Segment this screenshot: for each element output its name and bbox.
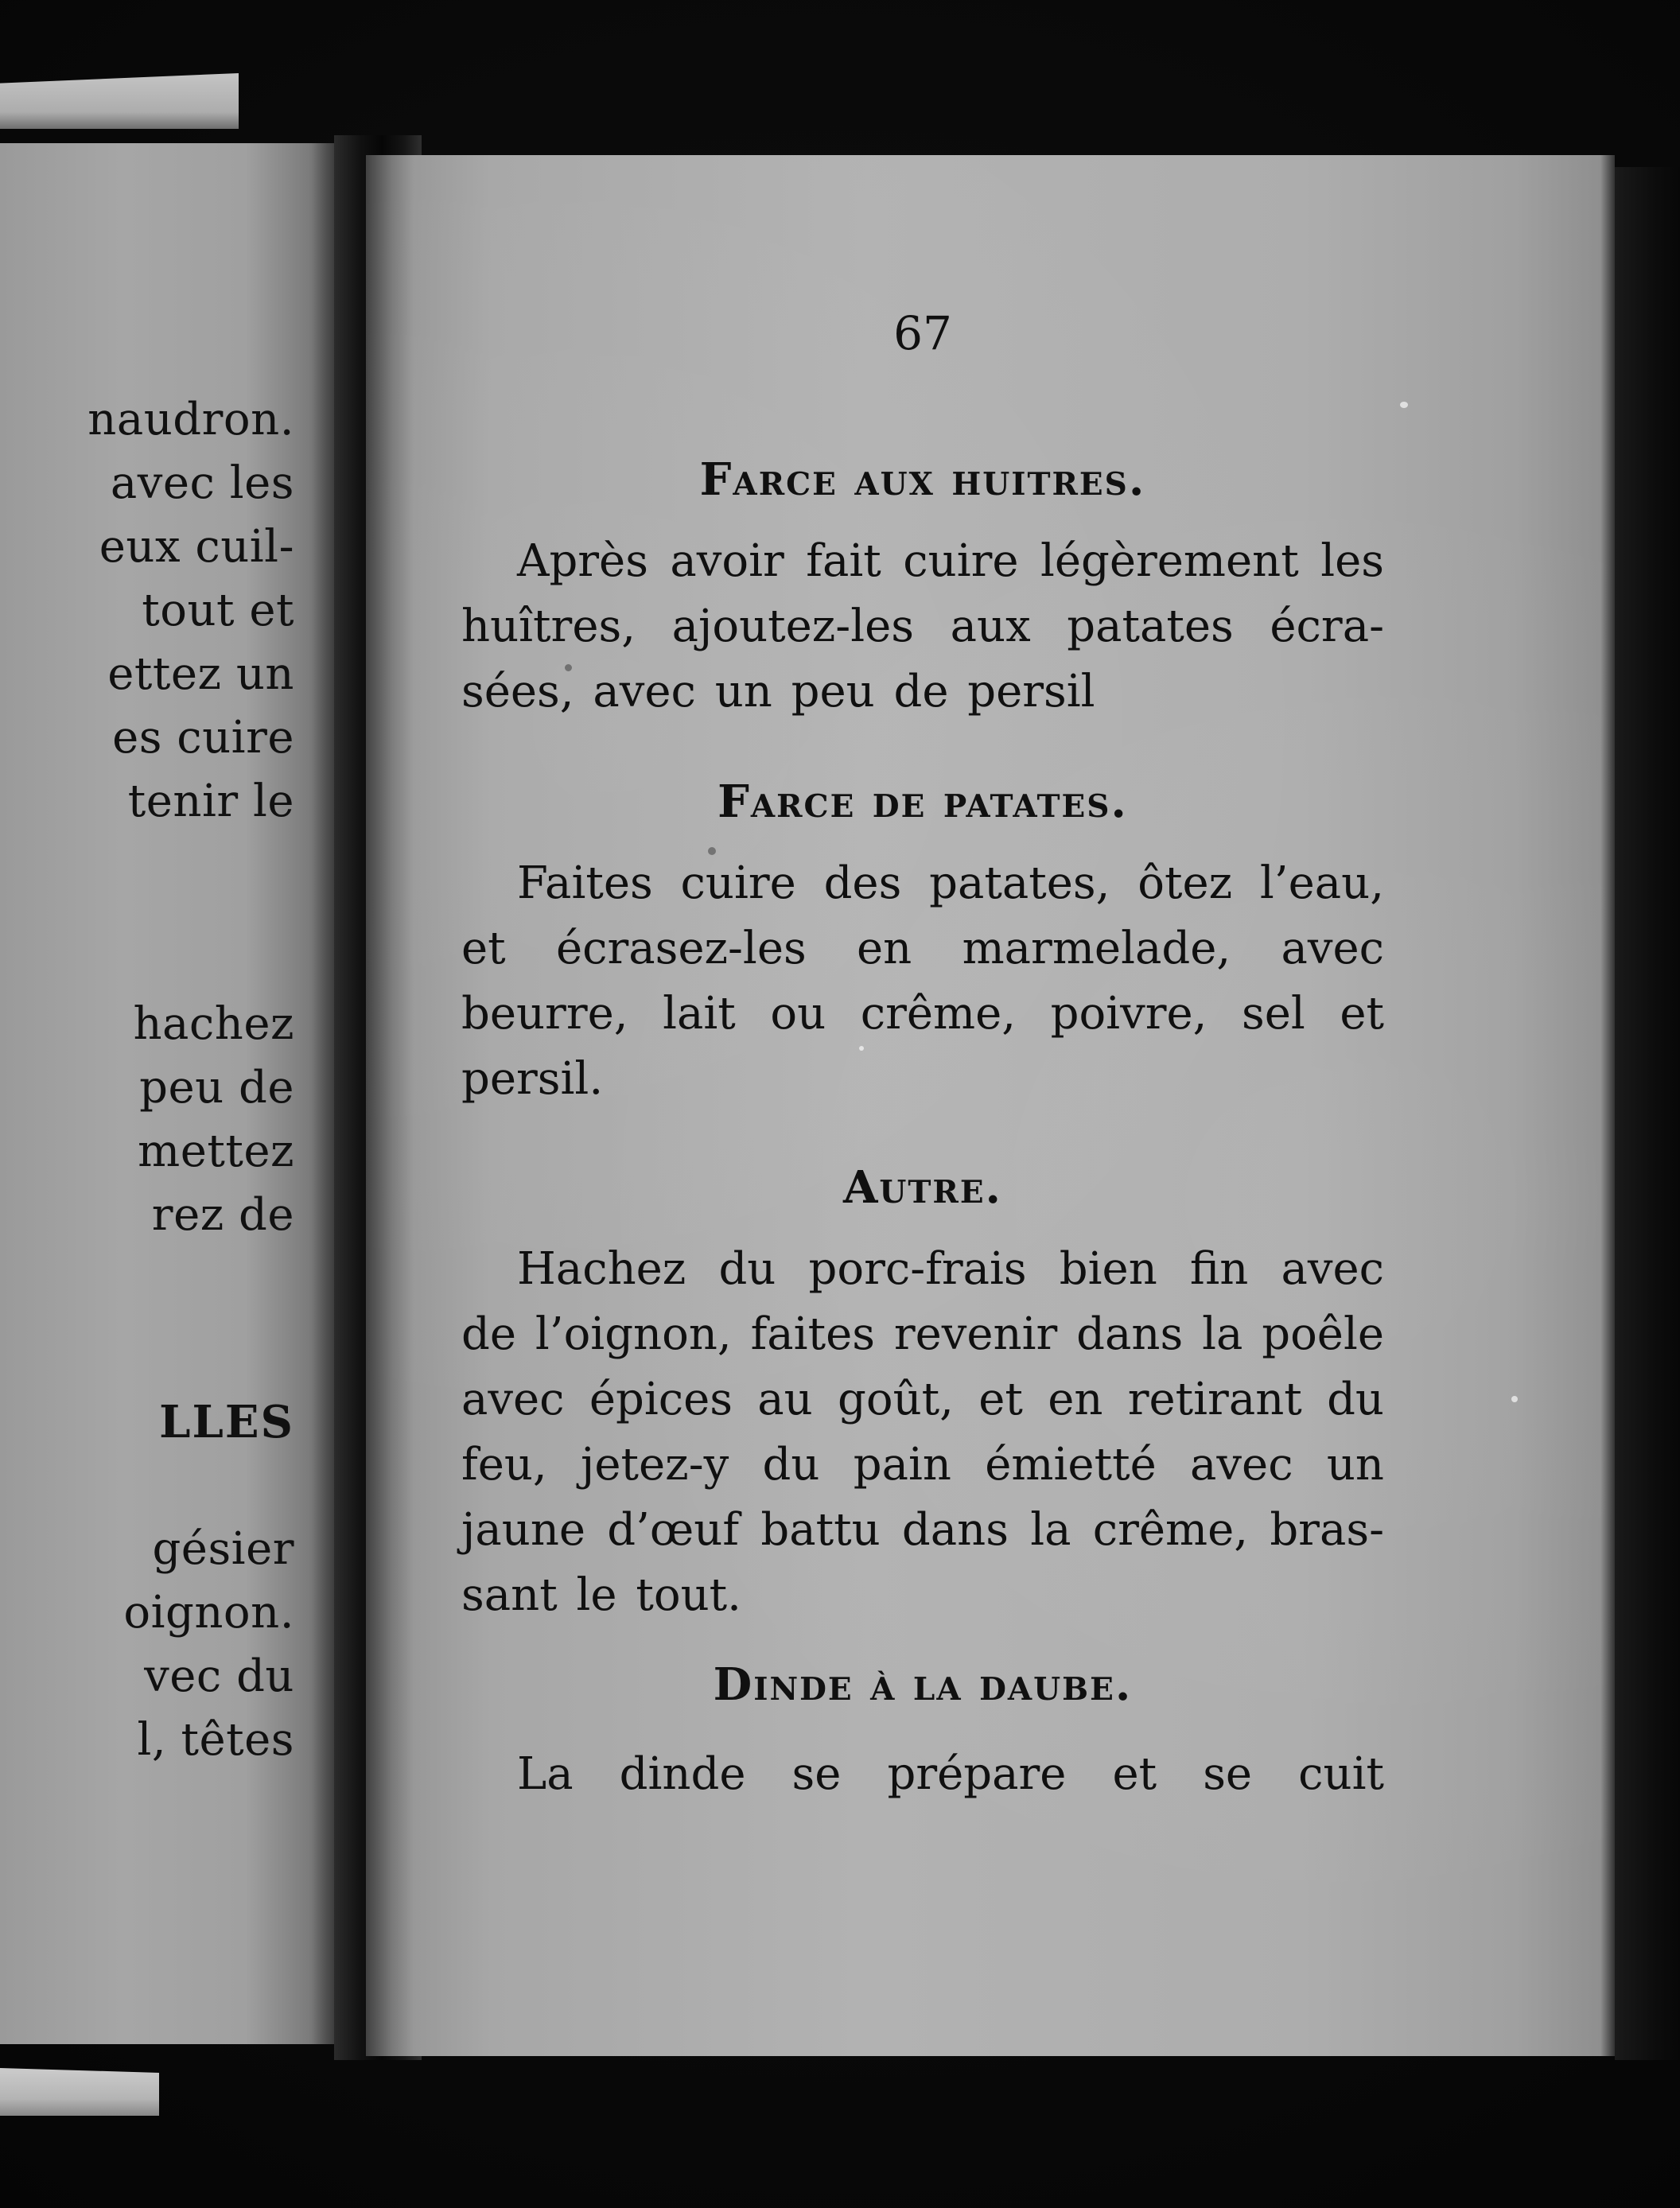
left-page-line: rez de [151,1189,294,1241]
left-page-heading-fragment: LLES [159,1396,294,1448]
left-page-line: eux cuil- [99,521,294,573]
section-paragraph [461,1742,1384,1807]
left-page-line: peu de [139,1062,294,1114]
left-page [0,143,350,2044]
section-paragraph [461,529,1384,725]
left-page-line: gésier [152,1523,294,1575]
paragraph-line: La dinde se prépare et se cuit [517,1748,1384,1800]
paragraph-line: jaune d’œuf battu dans la crême, bras- [461,1504,1384,1556]
scan-speck [1511,1396,1518,1402]
page-number: 67 [893,306,952,360]
right-side-dark-edge [1615,167,1680,2060]
left-page-line: mettez [138,1125,294,1177]
scan-speck [565,664,572,671]
left-page-bottom-strip [0,2068,159,2116]
paragraph-line: Hachez du porc-frais bien fin avec [517,1243,1384,1295]
section-heading: Dinde à la daube. [713,1658,1133,1711]
scan-speck [708,847,716,855]
section-heading: Farce aux huitres. [699,453,1146,506]
right-page-gutter-shadow [366,155,414,2056]
left-page-line: vec du [144,1650,294,1702]
section-paragraph [461,1237,1384,1628]
left-page-line: tenir le [127,776,294,827]
left-page-line: tout et [142,585,294,636]
paragraph-line: sant le tout. [461,1569,741,1621]
left-page-line: naudron. [88,394,294,445]
section-paragraph [461,851,1384,1112]
left-page-line: avec les [110,457,294,509]
left-page-line: ettez un [107,648,294,700]
left-page-line: l, têtes [137,1714,294,1766]
left-page-line: es cuire [112,712,294,764]
paragraph-line: avec épices au goût, et en retirant du [461,1374,1384,1425]
right-page-edge-shadow [1600,155,1615,2056]
right-page [366,155,1615,2056]
paragraph-line: feu, jetez-y du pain émietté avec un [461,1439,1384,1491]
paragraph-line: de l’oignon, faites revenir dans la poêle [461,1308,1384,1360]
scan-speck [1400,402,1408,408]
section-heading: Autre. [842,1161,1003,1214]
left-page-line: hachez [133,998,294,1050]
paragraph-line: Faites cuire des patates, ôtez l’eau, [517,857,1384,909]
paragraph-line: huîtres, ajoutez-les aux patates écra- [461,601,1384,652]
paragraph-line: persil. [461,1053,604,1105]
scan-speck [859,1046,864,1051]
paragraph-line: beurre, lait ou crême, poivre, sel et [461,988,1384,1040]
section-heading: Farce de patates. [718,776,1128,828]
paragraph-line: et écrasez-les en marmelade, avec [461,923,1384,974]
paragraph-line: Après avoir fait cuire légèrement les [517,535,1384,587]
left-page-line: oignon. [123,1587,294,1639]
paragraph-line: sées, avec un peu de persil [461,666,1095,717]
